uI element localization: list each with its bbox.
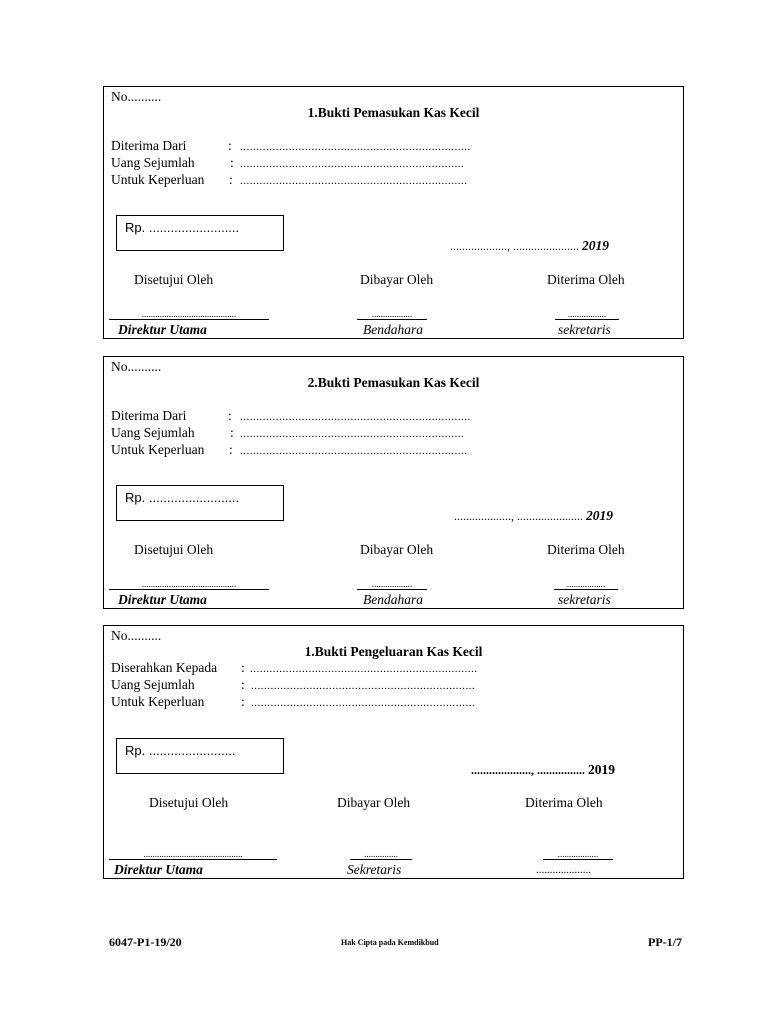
field-value[interactable]: .....................................................................	[240, 158, 465, 170]
signer-name: ....................	[536, 864, 591, 876]
form-title: 1.Bukti Pemasukan Kas Kecil	[307, 105, 480, 120]
signer-name: Bendahara	[363, 322, 423, 337]
date-line	[471, 762, 615, 778]
signature-line[interactable]: ..................	[543, 849, 613, 860]
role-received: Diterima Oleh	[525, 795, 603, 810]
date-dots: ..................., ......................	[454, 509, 583, 523]
role-approved: Disetujui Oleh	[149, 795, 229, 810]
form-title: 1.Bukti Pengeluaran Kas Kecil	[304, 644, 483, 659]
colon: :	[241, 694, 245, 709]
form-3	[103, 625, 684, 879]
colon: :	[229, 442, 233, 457]
form-number: No..........	[111, 89, 162, 104]
date-dots: ..................., ......................	[450, 239, 579, 253]
signature-line[interactable]: ..........................................	[109, 309, 269, 320]
field-label: Untuk Keperluan	[111, 694, 205, 709]
signer-name: Sekretaris	[347, 862, 402, 877]
colon: :	[241, 677, 245, 692]
date-line	[450, 238, 609, 254]
form-number: No..........	[111, 359, 162, 374]
colon: :	[241, 660, 245, 675]
field-label: Diserahkan Kepada	[111, 660, 218, 675]
field-value[interactable]: .....................................................................	[240, 428, 465, 440]
field-label: Diterima Dari	[111, 138, 187, 153]
colon: :	[230, 425, 234, 440]
colon: :	[230, 155, 234, 170]
role-approved: Disetujui Oleh	[134, 272, 214, 287]
form-1	[103, 86, 684, 339]
amount-box[interactable]: Rp. .........................	[116, 215, 284, 251]
role-paid: Dibayar Oleh	[337, 795, 411, 810]
footer-page: PP-1/7	[648, 935, 682, 949]
field-value[interactable]: ......................................................................	[240, 445, 468, 457]
role-received: Diterima Oleh	[547, 542, 625, 557]
signature-line[interactable]: .................	[554, 579, 618, 590]
form-number: No..........	[111, 628, 162, 643]
field-value[interactable]: ......................................................................	[250, 663, 478, 675]
signer-name: sekretaris	[558, 322, 611, 337]
role-paid: Dibayar Oleh	[360, 272, 434, 287]
field-label: Uang Sejumlah	[111, 155, 195, 170]
field-value[interactable]: .....................................................................	[251, 697, 476, 709]
field-label: Uang Sejumlah	[111, 425, 195, 440]
signer-name: Direktur Utama	[118, 592, 207, 607]
signature-line[interactable]: ..................	[357, 579, 427, 590]
role-approved: Disetujui Oleh	[134, 542, 214, 557]
signer-name: Direktur Utama	[118, 322, 207, 337]
signer-name: Direktur Utama	[114, 862, 203, 877]
colon: :	[229, 172, 233, 187]
field-label: Diterima Dari	[111, 408, 187, 423]
date-year: 2019	[582, 238, 609, 253]
amount-box[interactable]: Rp. ........................	[116, 738, 284, 774]
field-label: Uang Sejumlah	[111, 677, 195, 692]
role-paid: Dibayar Oleh	[360, 542, 434, 557]
signature-line[interactable]: ..........................................	[109, 579, 269, 590]
signature-line[interactable]: .................	[555, 309, 619, 320]
date-dots: ...................., ................	[471, 763, 585, 777]
form-title: 2.Bukti Pemasukan Kas Kecil	[307, 375, 480, 390]
signer-name: Bendahara	[363, 592, 423, 607]
signature-line[interactable]: ...............	[350, 849, 412, 860]
field-value[interactable]: .......................................................................	[240, 411, 471, 423]
signature-line[interactable]: ..................	[357, 309, 427, 320]
field-value[interactable]: .......................................................................	[240, 141, 471, 153]
signer-name: sekretaris	[558, 592, 611, 607]
field-value[interactable]: .....................................................................	[251, 680, 476, 692]
field-value[interactable]: ......................................................................	[240, 175, 468, 187]
amount-box[interactable]: Rp. .........................	[116, 485, 284, 521]
form-2	[103, 356, 684, 609]
field-label: Untuk Keperluan	[111, 172, 205, 187]
footer-code: 6047-P1-19/20	[109, 935, 182, 949]
field-label: Untuk Keperluan	[111, 442, 205, 457]
date-year: 2019	[586, 508, 613, 523]
date-line	[454, 508, 613, 524]
date-year: 2019	[588, 762, 615, 777]
role-received: Diterima Oleh	[547, 272, 625, 287]
colon: :	[228, 138, 232, 153]
colon: :	[228, 408, 232, 423]
footer-copyright: Hak Cipta pada Kemdikbud	[341, 938, 439, 947]
signature-line[interactable]: ............................................	[109, 849, 277, 860]
